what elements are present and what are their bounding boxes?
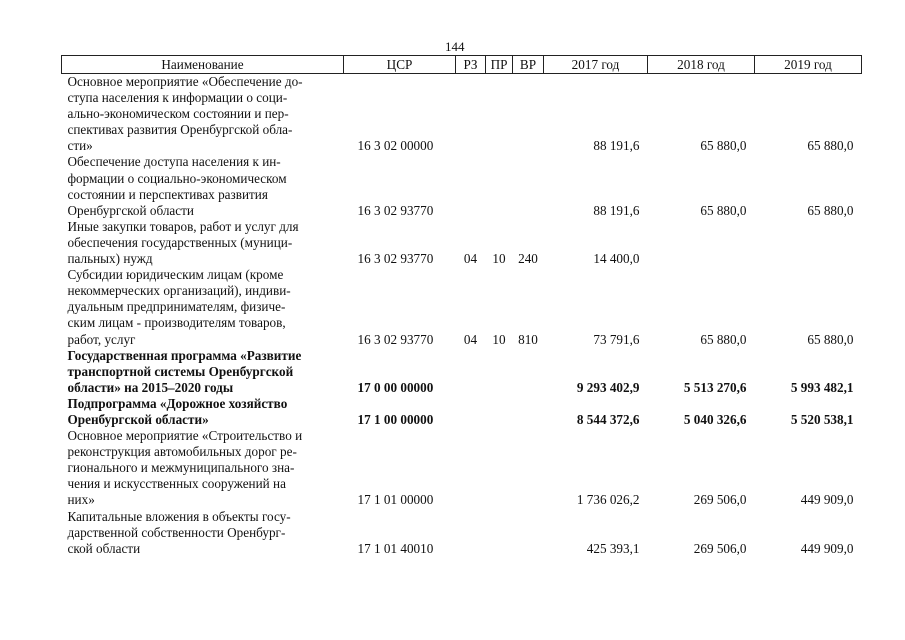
row-name-line: Оренбургской области [67,202,194,218]
row-name-line: обеспечения государственных (муници- [67,234,293,250]
row-pr [486,428,513,508]
row-name-line: области» на 2015–2020 годы [67,379,234,395]
row-name-line: некоммерческих организаций), индиви- [67,283,291,299]
row-name-line: Основное мероприятие «Обеспечение до- [67,74,303,89]
row-rz [456,74,486,155]
table-header [62,56,862,74]
row-name-line: пальных) нужд [67,251,153,267]
row-name [62,396,344,428]
row-rz: 04 [463,251,478,267]
row-2018: 269 506,0 [693,540,747,556]
row-name-line: Обеспечение доступа населения к ин- [67,154,281,170]
row-2018: 269 506,0 [693,492,747,508]
table-row [62,74,862,155]
row-csr: 16 3 02 93770 [357,251,434,267]
row-vr [513,428,544,508]
row-2018: 5 040 326,6 [683,411,747,427]
row-csr: 17 1 01 40010 [357,540,434,556]
row-name-line: сти» [67,138,93,154]
row-2017: 73 791,6 [593,331,640,347]
row-name-line: чения и искусственных сооружений на [67,476,286,492]
table-row [62,509,862,557]
row-csr: 17 1 01 00000 [357,492,434,508]
row-name-line: ально-экономическом состоянии и пер- [67,106,289,122]
table-row [62,428,862,508]
table-row [62,219,862,267]
row-csr: 17 0 00 00000 [357,379,434,395]
row-name-line: Основное мероприятие «Строительство и [67,428,303,444]
row-csr: 16 3 02 00000 [357,138,434,154]
row-2017: 88 191,6 [593,138,640,154]
row-2017: 14 400,0 [593,251,640,267]
row-name-line: Иные закупки товаров, работ и услуг для [67,218,299,234]
header-2019: 2019 год [755,56,862,74]
row-name-line: Государственная программа «Развитие [67,347,302,363]
budget-table [61,55,862,557]
row-name-line: дуальным предпринимателям, физиче- [67,299,286,315]
row-2019: 5 993 482,1 [790,379,854,395]
row-2019: 65 880,0 [807,202,854,218]
row-2019 [755,219,862,267]
row-name-line: транспортной системы Оренбургской [67,363,294,379]
row-csr: 16 3 02 93770 [357,202,434,218]
header-2017: 2017 год [544,56,648,74]
header-rz: РЗ [456,56,486,74]
row-rz [456,509,486,557]
row-2017: 88 191,6 [593,202,640,218]
page-number: 144 [445,39,465,54]
row-vr [513,154,544,218]
table-row [62,348,862,396]
row-vr: 810 [518,331,538,347]
row-vr [513,509,544,557]
header-name: Наименование [62,56,344,74]
table-row [62,267,862,347]
row-pr [486,74,513,155]
row-rz [456,154,486,218]
row-name-line: дарственной собственности Оренбург- [67,524,286,540]
row-pr [486,396,513,428]
row-name [62,219,344,267]
row-vr: 240 [518,251,538,267]
row-name-line: состоянии и перспективах развития [67,186,268,202]
row-2019: 449 909,0 [800,492,854,508]
row-name-line: ской области [67,540,141,556]
row-name-line: Подпрограмма «Дорожное хозяйство [67,395,288,411]
row-vr [513,396,544,428]
row-2019: 5 520 538,1 [790,411,854,427]
row-pr [486,154,513,218]
row-2019: 65 880,0 [807,331,854,347]
row-name-line: ским лицам - производителям товаров, [67,315,286,331]
header-2018: 2018 год [648,56,755,74]
row-name-line: ступа населения к информации о соци- [67,90,288,106]
row-pr [486,348,513,396]
row-csr: 17 1 00 00000 [357,411,434,427]
row-name-line: формации о социально-экономическом [67,170,287,186]
row-name-line: Субсидии юридическим лицам (кроме [67,267,284,283]
row-name [62,509,344,557]
row-2017: 9 293 402,9 [576,379,640,395]
row-2019: 65 880,0 [807,138,854,154]
row-name-line: Оренбургской области» [67,411,209,427]
row-2018: 65 880,0 [700,202,747,218]
row-rz [456,348,486,396]
row-2018 [648,219,755,267]
row-pr: 10 [492,331,506,347]
row-name [62,154,344,218]
row-name-line: них» [67,492,95,508]
row-csr: 16 3 02 93770 [357,331,434,347]
table-row [62,154,862,218]
row-name [62,428,344,508]
row-name [62,348,344,396]
row-name-line: работ, услуг [67,331,136,347]
row-vr [513,74,544,155]
row-2017: 1 736 026,2 [576,492,640,508]
row-2017: 425 393,1 [586,540,640,556]
row-2019: 449 909,0 [800,540,854,556]
row-2017: 8 544 372,6 [576,411,640,427]
row-2018: 65 880,0 [700,138,747,154]
row-rz [456,428,486,508]
header-pr: ПР [486,56,513,74]
row-2018: 65 880,0 [700,331,747,347]
row-rz: 04 [463,331,478,347]
row-name [62,267,344,347]
header-vr: ВР [513,56,544,74]
table-body [62,74,862,557]
row-vr [513,348,544,396]
row-rz [456,396,486,428]
header-csr: ЦСР [344,56,456,74]
row-name-line: гионального и межмуниципального зна- [67,460,295,476]
table-row [62,396,862,428]
row-pr [486,509,513,557]
row-pr: 10 [492,251,506,267]
row-name-line: спективах развития Оренбургской обла- [67,122,293,138]
row-2018: 5 513 270,6 [683,379,747,395]
row-name-line: реконструкция автомобильных дорог ре- [67,444,297,460]
row-name [62,74,344,155]
row-name-line: Капитальные вложения в объекты госу- [67,508,291,524]
